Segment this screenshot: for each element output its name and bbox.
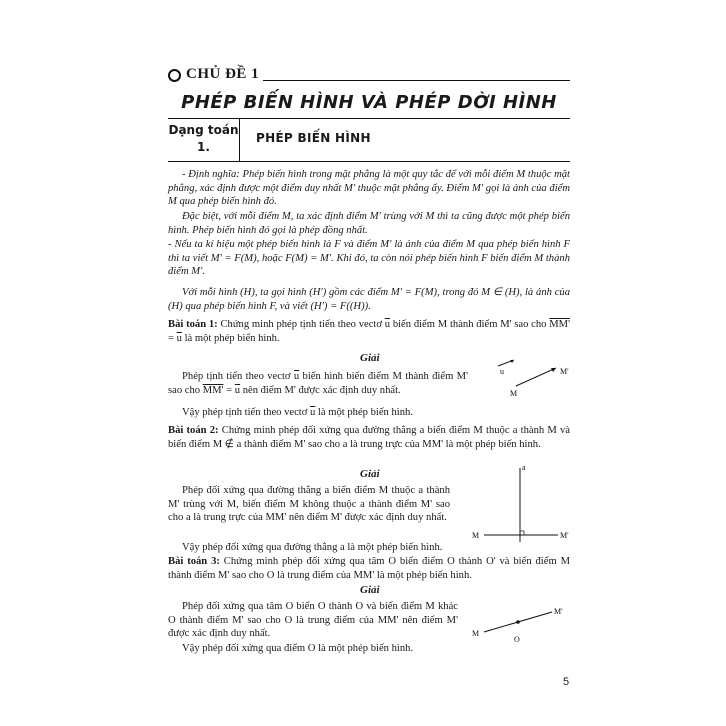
problem-3-text: Chứng minh phép đối xứng qua tâm O biến điểm O thành O' và biến điểm M thành điểm M' sao cho O là trung điểm của MM' là một phép biến hình. — [168, 556, 570, 581]
problem-2-solution-label: Giải — [360, 468, 380, 480]
vector-mm: MM' — [202, 384, 224, 396]
problem-1-sol2-text-b: là một phép biến hình. — [315, 407, 413, 418]
problem-1-sol-text-a: Phép tịnh tiến theo vectơ — [182, 371, 294, 382]
page-number: 5 — [563, 676, 570, 688]
problem-1-text-a: Chứng minh phép tịnh tiến theo vectơ — [217, 319, 385, 330]
lesson-type-label-line1: Dạng toán — [168, 123, 239, 137]
problem-3-statement — [168, 555, 570, 582]
point-o-icon — [516, 620, 520, 624]
definition-paragraph-4: Với mỗi hình (H), ta gọi hình (H') gồm các điểm M' = F(M), trong đó M ∈ (H), là ảnh của (H) qua phép biến hình F, và viết (H') = F((H)). — [168, 287, 570, 312]
problem-3-solution-1: Phép đối xứng qua tâm O biến O thành O và biến điểm M khác O thành điểm M' sao cho O là trung điểm của MM' nên điểm M' được xác định duy nhất. — [168, 601, 458, 639]
lesson-type-box — [168, 118, 570, 162]
vector-u: $\overline{u}$ — [176, 332, 182, 344]
problem-1-text-b: biến điểm M thành điểm M' sao cho — [390, 319, 550, 330]
vector-u: $\overline{u}$ — [234, 384, 241, 396]
problem-1-label: Bài toán 1: — [168, 319, 218, 330]
topic-label: CHỦ ĐỀ 1 — [186, 66, 260, 82]
vector-u: $\overline{u}$ — [384, 319, 391, 330]
fig-m-label: M — [472, 629, 480, 638]
fig-m-label: M — [510, 389, 518, 398]
lesson-type-label-line2: 1. — [197, 140, 210, 154]
problem-1-sol2-text-a: Vậy phép tịnh tiến theo vectơ — [182, 407, 310, 418]
problem-3-solution-2: Vậy phép đối xứng qua điểm O là một phép biến hình. — [182, 643, 414, 654]
line-reflection-figure — [470, 460, 580, 550]
definition-paragraph-2: Đặc biệt, với mỗi điểm M, ta xác định điểm M' trùng với M thì ta cũng được một phép biến hình. Phép biến hình đó gọi là phép đồng nhất. — [168, 211, 570, 236]
problem-2-solution-1: Phép đối xứng qua đường thẳng a biến điểm M thuộc a thành M' trùng với M, biến điểm M không thuộc a thành điểm M' sao cho a là trung trực của MM' nên điểm M' được xác định duy nhất. — [168, 485, 450, 523]
problem-1-text-c: = — [168, 332, 177, 344]
equals: = — [223, 384, 235, 396]
point-reflection-figure — [472, 600, 572, 646]
translation-figure — [490, 352, 580, 398]
problem-2-label: Bài toán 2: — [168, 425, 219, 436]
vector-u: $\overline{u}$ — [309, 407, 316, 418]
fig-m-label: M — [472, 531, 480, 540]
problem-1-statement — [168, 318, 570, 345]
right-angle-icon — [520, 531, 524, 535]
problem-2-statement — [168, 424, 570, 451]
fig-o-label: O — [514, 635, 520, 644]
lesson-type-title: PHÉP BIẾN HÌNH — [256, 131, 371, 145]
problem-3-label: Bài toán 3: — [168, 556, 220, 567]
problem-1-sol-text-c: nên điểm M' được xác định duy nhất. — [240, 384, 401, 396]
fig-mp-label: M' — [554, 607, 563, 616]
problem-2-solution-2: Vậy phép đối xứng qua đường thẳng a là một phép biến hình. — [182, 542, 443, 553]
problem-3-solution-label: Giải — [360, 584, 380, 596]
topic-header — [168, 68, 570, 84]
vector-u: $\overline{u}$ — [293, 371, 300, 382]
lesson-type-label — [168, 119, 240, 161]
page-title: PHÉP BIẾN HÌNH VÀ PHÉP DỜI HÌNH — [181, 92, 557, 113]
fig-u-label: u — [500, 367, 504, 376]
definition-paragraph-1: - Định nghĩa: Phép biến hình trong mặt phẳng là một quy tắc để với mỗi điểm M thuộc mặt phẳng, xác định được một điểm duy nhất M' thuộc mặt phẳng ấy. Điểm M' gọi là ảnh của điểm M qua phép biến hình đó. — [168, 169, 570, 207]
segment-mm — [516, 368, 556, 386]
problem-1-sol-text-b: biến hình biến điểm M thành điểm M' sao cho — [168, 371, 469, 396]
definition-paragraph-3: - Nếu ta kí hiệu một phép biến hình là F và điểm M' là ảnh của điểm M qua phép biến hình F thì ta viết M' = F(M), hoặc F(M) = M'. Khi đó, ta còn nói phép biến hình F biến điểm M thành điểm M'. — [168, 239, 570, 277]
fig-mp-label: M' — [560, 531, 569, 540]
topic-rule — [263, 80, 570, 81]
vector-mm: MM' — [549, 319, 570, 330]
bullet-circle-icon — [168, 69, 181, 82]
problem-2-text: Chứng minh phép đối xứng qua đường thẳng a biến điểm M thuộc a thành M và biến điểm M ∉ a thành điểm M' sao cho a là trung trực của MM' là một phép biến hình. — [168, 425, 570, 450]
problem-1-solution-2 — [168, 406, 570, 420]
problem-1-solution-label: Giải — [360, 352, 380, 364]
fig-a-label: a — [522, 463, 526, 472]
fig-mp-label: M' — [560, 367, 569, 376]
problem-1-text-d: là một phép biến hình. — [181, 332, 280, 344]
problem-1-solution-1 — [168, 370, 468, 397]
